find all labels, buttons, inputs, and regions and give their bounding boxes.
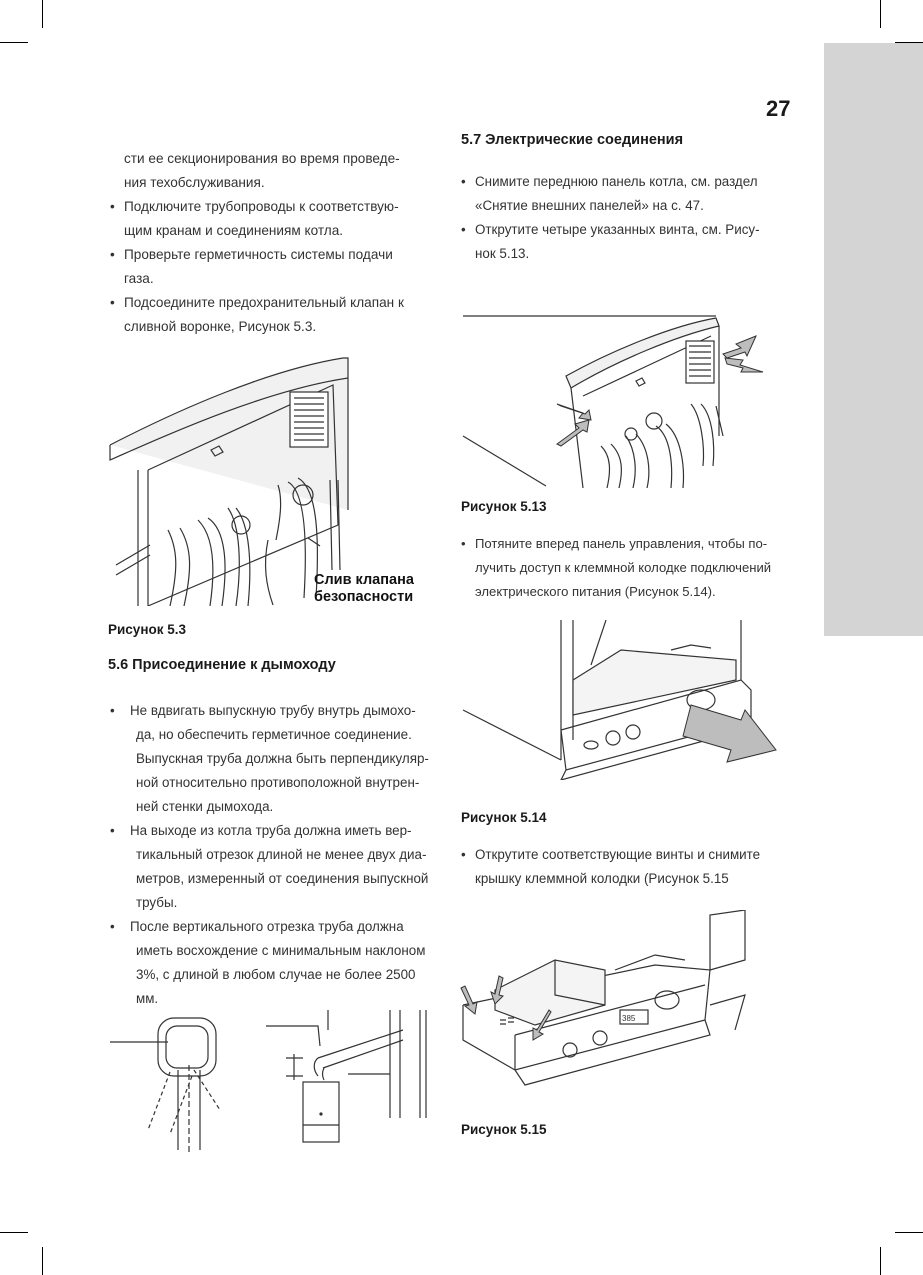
bullet-line: иметь восхождение с минимальным наклоном — [136, 943, 426, 958]
flue-drawing — [108, 1010, 438, 1155]
bullet-line: крышку клеммной колодки (Рисунок 5.15 — [475, 871, 729, 886]
bullet — [110, 699, 432, 819]
bullet — [110, 819, 432, 915]
bullet-line: газа. — [124, 271, 154, 286]
intro-line: ния техобслуживания. — [124, 175, 265, 190]
terminal-cover-drawing — [455, 910, 795, 1090]
bullet-line: На выходе из котла труба должна иметь вер- — [130, 823, 412, 838]
crop-mark — [0, 42, 28, 43]
bullet-line: Выпускная труба должна быть перпендикуляр- — [136, 751, 429, 766]
bullet — [461, 843, 791, 891]
bullet-line: После вертикального отрезка труба должна — [130, 919, 404, 934]
crop-mark — [42, 1247, 43, 1275]
crop-mark — [880, 0, 881, 28]
bullet — [110, 915, 432, 1011]
bullet-line: лучить доступ к клеммной колодке подключений — [475, 560, 772, 575]
section56-title: 5.6 Присоединение к дымоходу — [108, 657, 336, 673]
bullet-dot: • — [110, 295, 115, 310]
bullet-line: 3%, с длиной в любом случае не более 2500 — [136, 967, 416, 982]
bullet-line: сливной воронке, Рисунок 5.3. — [124, 319, 317, 334]
bullet-dot: • — [110, 919, 115, 934]
fig514-caption: Рисунок 5.14 — [461, 810, 547, 825]
control-panel-pull-drawing — [461, 620, 791, 780]
figure-5-15 — [455, 910, 795, 1090]
bullet-line: «Снятие внешних панелей» на с. 47. — [475, 198, 704, 213]
intro-line: сти ее секционирования во время проведе- — [124, 151, 400, 166]
right-top-text — [461, 170, 791, 266]
right-bottom-text — [461, 843, 791, 891]
bullet-dot: • — [110, 247, 115, 262]
left-top-text — [110, 147, 438, 339]
bullet-dot: • — [110, 823, 115, 838]
bullet-line: Не вдвигать выпускную трубу внутрь дымохо- — [130, 703, 416, 718]
fig513-caption: Рисунок 5.13 — [461, 499, 547, 514]
right-mid-text — [461, 532, 791, 604]
pull-arrow — [683, 705, 776, 762]
bullet-line: ней стенки дымохода. — [136, 799, 274, 814]
bullet-line: да, но обеспечить герметичное соединение. — [136, 727, 412, 742]
bullet-line: метров, измеренный от соединения выпускной — [136, 871, 429, 886]
bullet-line: тикальный отрезок длиной не менее двух диа- — [136, 847, 427, 862]
section57-title: 5.7 Электрические соединения — [461, 132, 684, 148]
bullet-line: Открутите соответствующие винты и снимите — [475, 847, 761, 862]
bullet — [110, 291, 438, 339]
bullet — [461, 170, 791, 218]
bullet — [110, 243, 438, 291]
bullet-dot: • — [461, 847, 466, 862]
bullet — [110, 195, 438, 243]
figure-5-3 — [108, 350, 438, 606]
fig53-label — [314, 572, 414, 606]
figure-5-14 — [461, 620, 791, 780]
bullet-line: Открутите четыре указанных винта, см. Рису- — [475, 222, 760, 237]
bullet-line: щим кранам и соединениям котла. — [124, 223, 344, 238]
figure-5-13 — [461, 296, 791, 488]
fig515-caption: Рисунок 5.15 — [461, 1122, 547, 1137]
bullet-line: мм. — [136, 991, 159, 1006]
bullet-line: Снимите переднюю панель котла, см. раздел — [475, 174, 758, 189]
chapter-tab — [824, 43, 923, 636]
bullet-line: Подсоедините предохранительный клапан к — [124, 295, 404, 310]
panel-display-readout: 385 — [622, 1014, 636, 1023]
crop-mark — [42, 0, 43, 28]
crop-mark — [0, 1232, 28, 1233]
label-line: безопасности — [314, 589, 414, 605]
bullet-dot: • — [110, 703, 115, 718]
bullet — [461, 218, 791, 266]
bullet — [461, 532, 791, 604]
bullet-dot: • — [461, 174, 466, 189]
flue-pipe-diagram — [108, 1010, 438, 1155]
bullet-line: Проверьте герметичность системы подачи — [124, 247, 393, 262]
crop-mark — [895, 1232, 923, 1233]
fig53-caption: Рисунок 5.3 — [108, 622, 186, 637]
bullet-line: Потяните вперед панель управления, чтобы по- — [475, 536, 768, 551]
bullet-line: трубы. — [136, 895, 178, 910]
bullet-dot: • — [461, 536, 466, 551]
bullet-dot: • — [461, 222, 466, 237]
page-number: 27 — [766, 96, 791, 121]
bullet-line: Подключите трубопроводы к соответствую- — [124, 199, 399, 214]
crop-mark — [880, 1247, 881, 1275]
bullet-dot: • — [110, 199, 115, 214]
bullet-line: нок 5.13. — [475, 246, 530, 261]
bullet-line: электрического питания (Рисунок 5.14). — [475, 584, 716, 599]
section56-text — [110, 699, 432, 1011]
label-line: Слив клапана — [314, 572, 414, 588]
boiler-bottom-drawing — [108, 350, 438, 606]
bullet-line: ной относительно противоположной внутрен- — [136, 775, 420, 790]
boiler-screws-drawing — [461, 296, 791, 488]
